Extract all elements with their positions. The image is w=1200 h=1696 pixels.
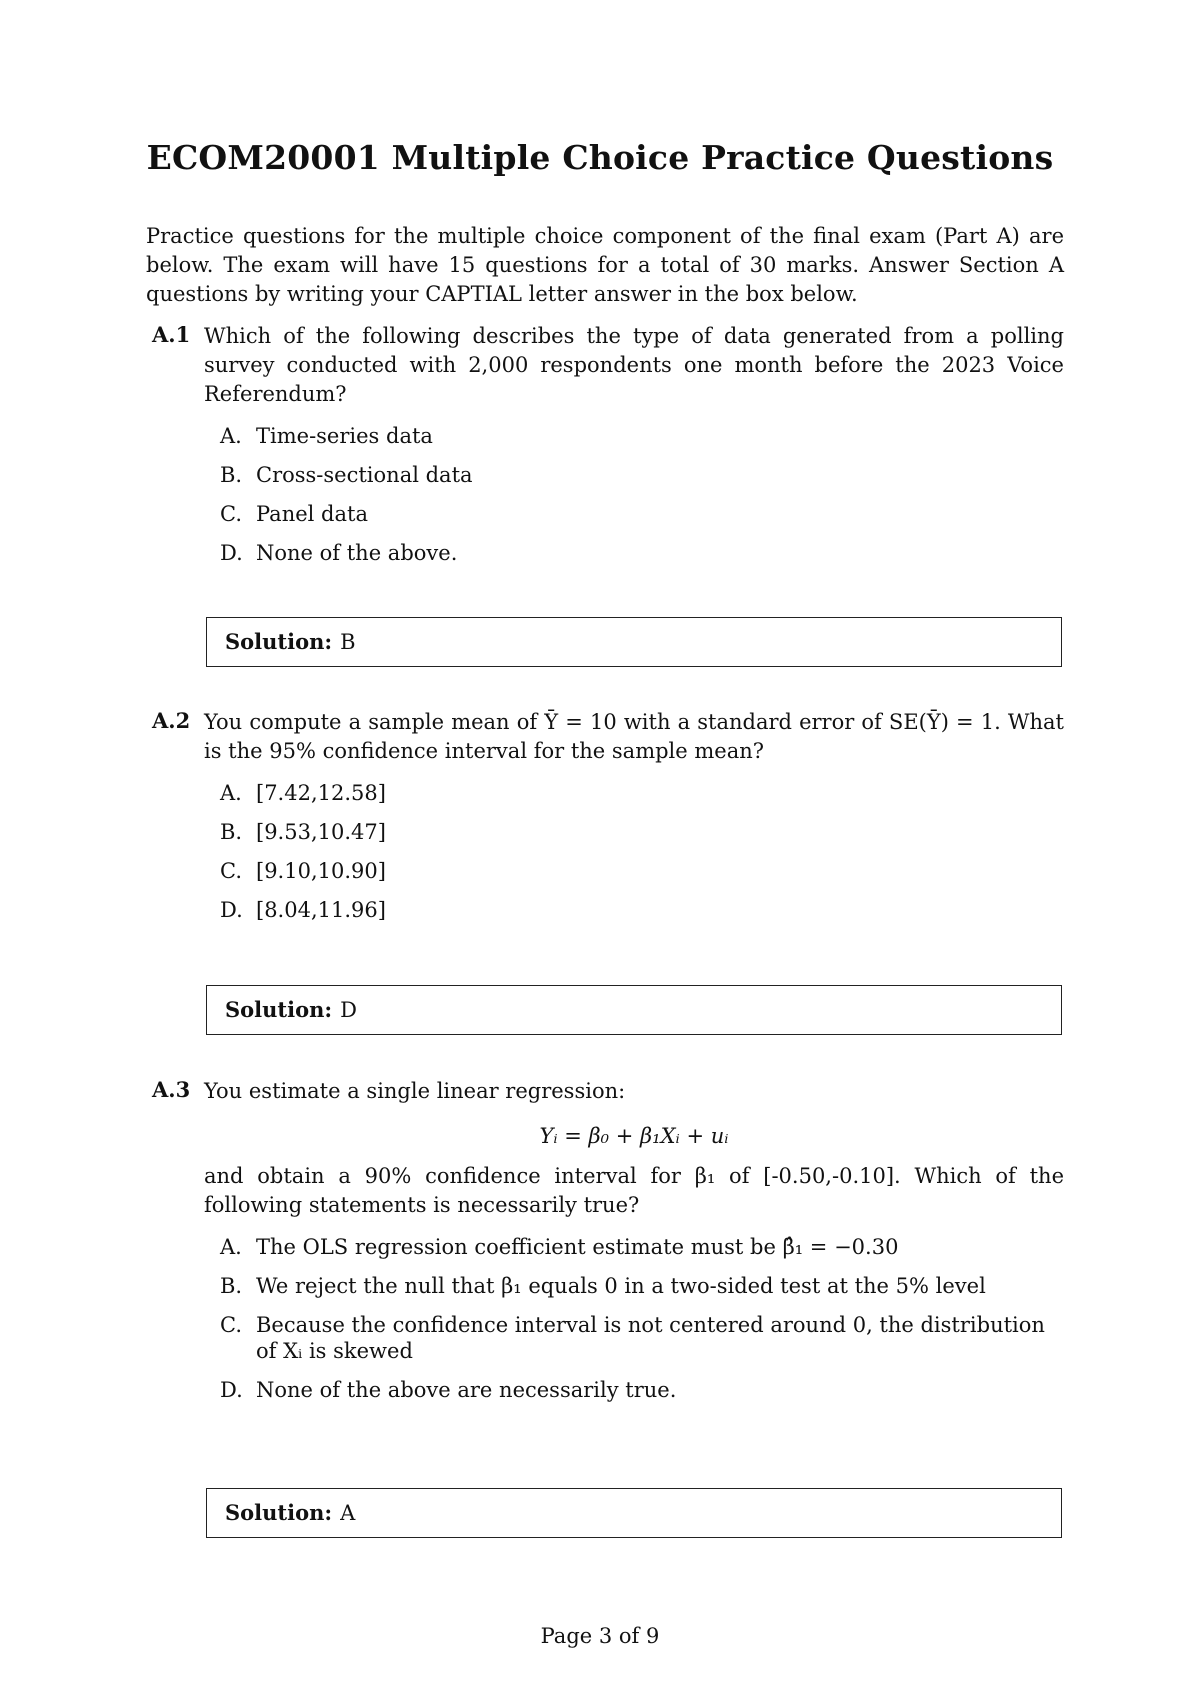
option-b — [220, 819, 1064, 845]
solution-box-a2 — [206, 985, 1062, 1035]
option-c — [220, 501, 1064, 527]
question-label: A.2 — [152, 708, 191, 733]
answer-options — [220, 1234, 1064, 1403]
answer-options — [220, 780, 1064, 923]
option-c — [220, 858, 1064, 884]
option-letter: B. — [220, 1274, 243, 1298]
option-c — [220, 1312, 1064, 1364]
page-number: Page 3 of 9 — [540, 1624, 660, 1648]
question-label: A.1 — [152, 322, 191, 347]
option-letter: B. — [220, 463, 243, 487]
option-text: None of the above are necessarily true. — [256, 1378, 677, 1402]
option-text: Cross-sectional data — [256, 463, 473, 487]
option-text: [9.53,10.47] — [256, 820, 386, 844]
question-text: Which of the following describes the type of data generated from a polling survey conducted with 2,000 respondents one month before the 2023 Voice Referendum? — [204, 324, 1064, 406]
option-text: Because the confidence interval is not centered around 0, the distribution of Xᵢ is skewed — [256, 1313, 1045, 1363]
option-text: Panel data — [256, 502, 368, 526]
solution-label: Solution: — [225, 1500, 333, 1525]
option-text: [8.04,11.96] — [256, 898, 386, 922]
solution-box-a1 — [206, 617, 1062, 667]
question-a2 — [146, 708, 1064, 936]
option-a — [220, 423, 1064, 449]
option-letter: D. — [220, 541, 243, 565]
option-d — [220, 1377, 1064, 1403]
option-text: [7.42,12.58] — [256, 781, 386, 805]
option-text: [9.10,10.90] — [256, 859, 386, 883]
question-text: You estimate a single linear regression: — [204, 1079, 626, 1103]
option-text: The OLS regression coefficient estimate must be β̂₁ = −0.30 — [256, 1235, 899, 1259]
option-letter: C. — [220, 1313, 242, 1337]
option-letter: D. — [220, 898, 243, 922]
option-letter: C. — [220, 502, 242, 526]
option-b — [220, 1273, 1064, 1299]
option-letter: B. — [220, 820, 243, 844]
page-title: ECOM20001 Multiple Choice Practice Questions — [146, 138, 1054, 177]
option-d — [220, 897, 1064, 923]
option-text: Time-series data — [256, 424, 433, 448]
solution-answer: A — [340, 1501, 356, 1525]
question-a3 — [146, 1077, 1064, 1416]
option-text: We reject the null that β₁ equals 0 in a two-sided test at the 5% level — [256, 1274, 986, 1298]
option-a — [220, 780, 1064, 806]
option-text: None of the above. — [256, 541, 458, 565]
option-a — [220, 1234, 1064, 1260]
option-letter: C. — [220, 859, 242, 883]
intro-paragraph: Practice questions for the multiple choice component of the final exam (Part A) are below. The exam will have 15 questions for a total of 30 marks. Answer Section A questions by writing your CAPTIAL letter answer in the box below. — [146, 224, 1064, 306]
option-b — [220, 462, 1064, 488]
option-letter: A. — [220, 1235, 242, 1259]
question-text: You compute a sample mean of Ȳ = 10 with a standard error of SE(Ȳ) = 1. What is the 95% confidence interval for the sample mean? — [204, 710, 1064, 763]
question-label: A.3 — [152, 1077, 191, 1102]
answer-options — [220, 423, 1064, 566]
option-d — [220, 540, 1064, 566]
solution-label: Solution: — [225, 997, 333, 1022]
question-a1 — [146, 322, 1064, 579]
solution-box-a3 — [206, 1488, 1062, 1538]
regression-equation: Yᵢ = β₀ + β₁Xᵢ + uᵢ — [539, 1124, 729, 1148]
question-text-continued: and obtain a 90% confidence interval for β₁ of [-0.50,-0.10]. Which of the following statements is necessarily true? — [204, 1164, 1064, 1217]
option-letter: A. — [220, 424, 242, 448]
solution-answer: D — [340, 998, 357, 1022]
solution-label: Solution: — [225, 629, 333, 654]
option-letter: A. — [220, 781, 242, 805]
option-letter: D. — [220, 1378, 243, 1402]
solution-answer: B — [340, 630, 356, 654]
